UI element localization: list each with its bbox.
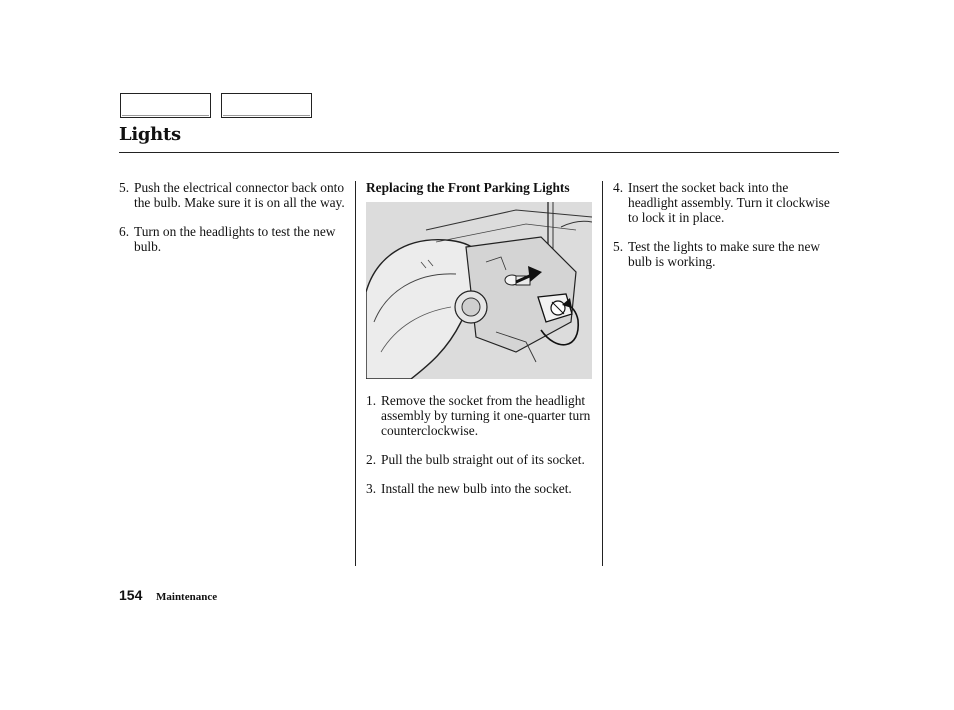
step-item — [366, 452, 598, 467]
step-text: Turn on the headlights to test the new bulb. — [134, 224, 336, 254]
step-text: Test the lights to make sure the new bulb is working. — [628, 239, 821, 269]
step-number: 5. — [613, 239, 624, 254]
nav-tab-box-1[interactable] — [120, 93, 211, 118]
page-number: 154 — [119, 587, 143, 603]
step-text: Remove the socket from the headlight assembly by turning it one-quarter turn counterclockwise. — [381, 393, 591, 438]
step-item — [119, 224, 349, 254]
step-item — [613, 180, 839, 225]
step-number: 4. — [613, 180, 624, 195]
nav-tab-box-2[interactable] — [221, 93, 312, 118]
step-number: 5. — [119, 180, 130, 195]
step-item — [366, 393, 598, 438]
parking-light-socket-illustration — [366, 202, 592, 379]
step-text: Insert the socket back into the headlight assembly. Turn it clockwise to lock it in place. — [628, 180, 830, 225]
step-item — [613, 239, 839, 269]
column-divider-1 — [355, 181, 356, 566]
step-text: Push the electrical connector back onto the bulb. Make sure it is on all the way. — [134, 180, 345, 210]
step-text: Pull the bulb straight out of its socket. — [381, 452, 585, 467]
socket-removal-diagram — [366, 202, 592, 379]
step-number: 1. — [366, 393, 377, 408]
section-name: Maintenance — [156, 591, 218, 603]
step-item — [366, 481, 598, 496]
left-column — [119, 180, 349, 268]
title-divider — [119, 152, 839, 153]
step-number: 6. — [119, 224, 130, 239]
step-item — [119, 180, 349, 210]
step-number: 2. — [366, 452, 377, 467]
middle-column — [366, 180, 598, 510]
column-divider-2 — [602, 181, 603, 566]
step-text: Install the new bulb into the socket. — [381, 481, 572, 496]
step-number: 3. — [366, 481, 377, 496]
page-title: Lights — [119, 124, 181, 145]
right-column — [613, 180, 839, 283]
section-heading: Replacing the Front Parking Lights — [366, 180, 570, 195]
